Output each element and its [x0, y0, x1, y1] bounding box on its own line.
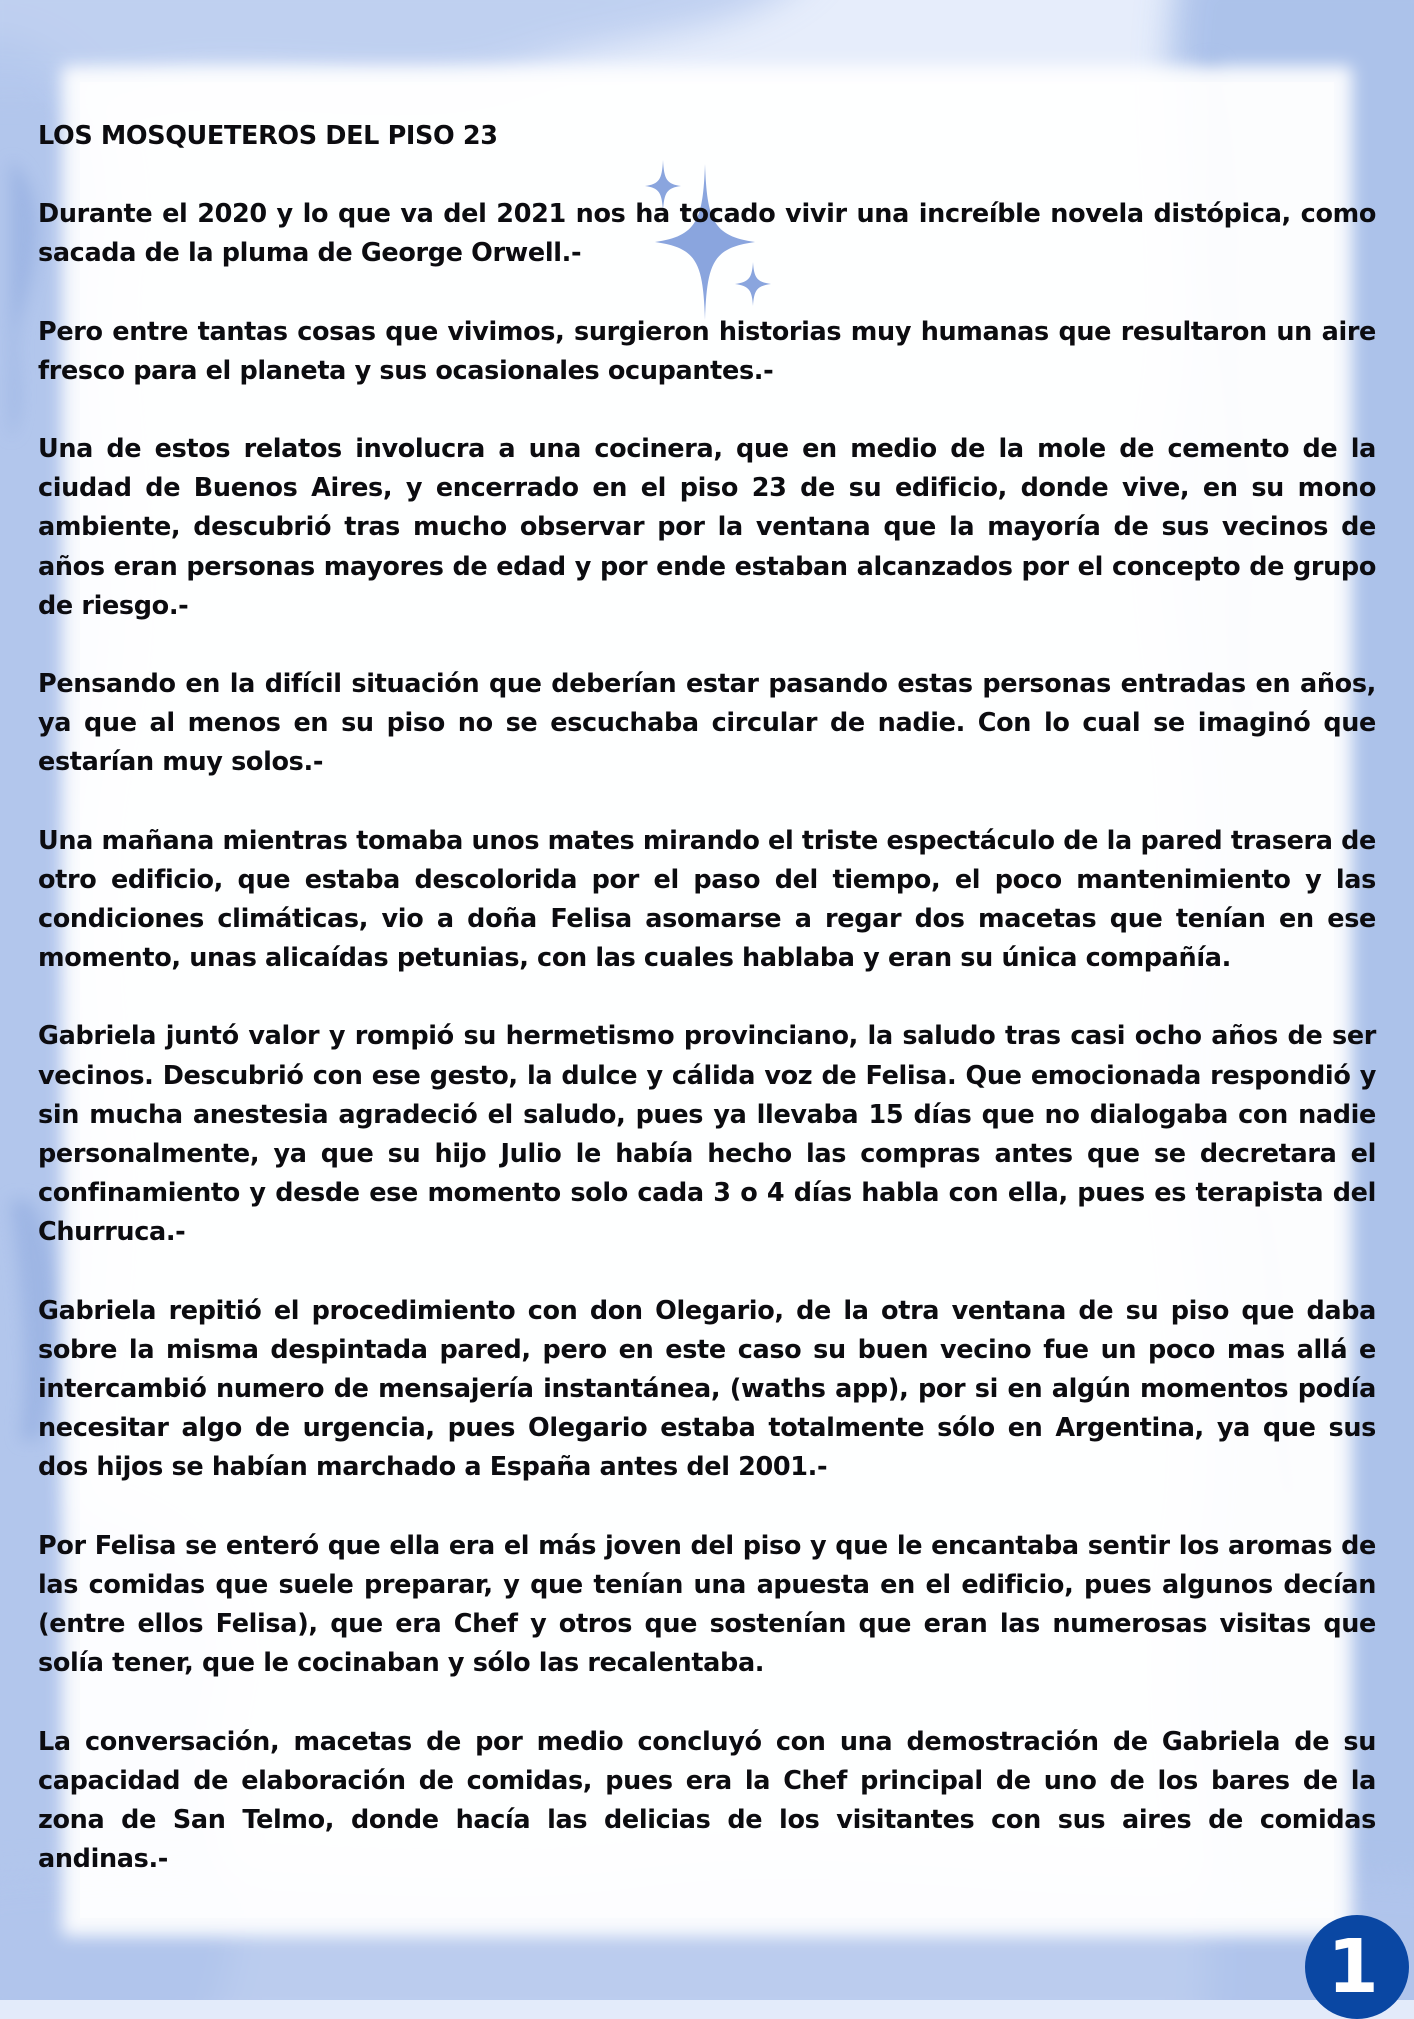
paragraph: Pero entre tantas cosas que vivimos, surgieron historias muy humanas que resultaron un aire fresco para el planeta y sus ocasionales ocupantes.-	[38, 316, 1376, 386]
paragraph: Pensando en la difícil situación que deberían estar pasando estas personas entradas en años, ya que al menos en su piso no se escuchaba circular de nadie. Con lo cual se imaginó que estarían muy solos.-	[38, 669, 1376, 778]
page-number-badge: 1	[1305, 1915, 1409, 2019]
document-body	[38, 117, 1376, 1918]
paragraph: Durante el 2020 y lo que va del 2021 nos ha tocado vivir una increíble novela distópica, como sacada de la pluma de George Orwell.-	[38, 199, 1376, 269]
paragraph: La conversación, macetas de por medio concluyó con una demostración de Gabriela de su capacidad de elaboración de comidas, pues era la Chef principal de uno de los bares de la zona de San Telmo, donde hacía las delicias de los visitantes con sus aires de comidas andinas.-	[38, 1726, 1376, 1875]
paragraph: Gabriela repitió el procedimiento con don Olegario, de la otra ventana de su piso que daba sobre la misma despintada pared, pero en este caso su buen vecino fue un poco mas allá e intercambió numero de mensajería instantánea, (waths app), por si en algún momentos podía necesitar algo de urgencia, pues Olegario estaba totalmente sólo en Argentina, ya que sus dos hijos se habían marchado a España antes del 2001.-	[38, 1295, 1376, 1483]
paragraph: Una de estos relatos involucra a una cocinera, que en medio de la mole de cemento de la ciudad de Buenos Aires, y encerrado en el piso 23 de su edificio, donde vive, en su mono ambiente, descubrió tras mucho observar por la ventana que la mayoría de sus vecinos de años eran personas mayores de edad y por ende estaban alcanzados por el concepto de grupo de riesgo.-	[38, 434, 1376, 621]
paragraph: Por Felisa se enteró que ella era el más joven del piso y que le encantaba sentir los aromas de las comidas que suele preparar, y que tenían una apuesta en el edificio, pues algunos decían (entre ellos Felisa), que era Chef y otros que sostenían que eran las numerosas visitas que solía tener, que le cocinaban y sólo las recalentaba.	[38, 1530, 1376, 1679]
paragraph: Una mañana mientras tomaba unos mates mirando el triste espectáculo de la pared trasera de otro edificio, que estaba descolorida por el paso del tiempo, el poco mantenimiento y las condiciones climáticas, vio a doña Felisa asomarse a regar dos macetas que tenían en ese momento, unas alicaídas petunias, con las cuales hablaba y eran su única compañía.	[38, 825, 1376, 974]
document-title: LOS MOSQUETEROS DEL PISO 23	[38, 121, 498, 151]
paragraph: Gabriela juntó valor y rompió su hermetismo provinciano, la saludo tras casi ocho años de ser vecinos. Descubrió con ese gesto, la dulce y cálida voz de Felisa. Que emocionada respondió y sin mucha anestesia agradeció el saludo, pues ya llevaba 15 días que no dialogaba con nadie personalmente, ya que su hijo Julio le había hecho las compras antes que se decretara el confinamiento y desde ese momento solo cada 3 o 4 días habla con ella, pues es terapista del Churruca.-	[38, 1021, 1376, 1248]
